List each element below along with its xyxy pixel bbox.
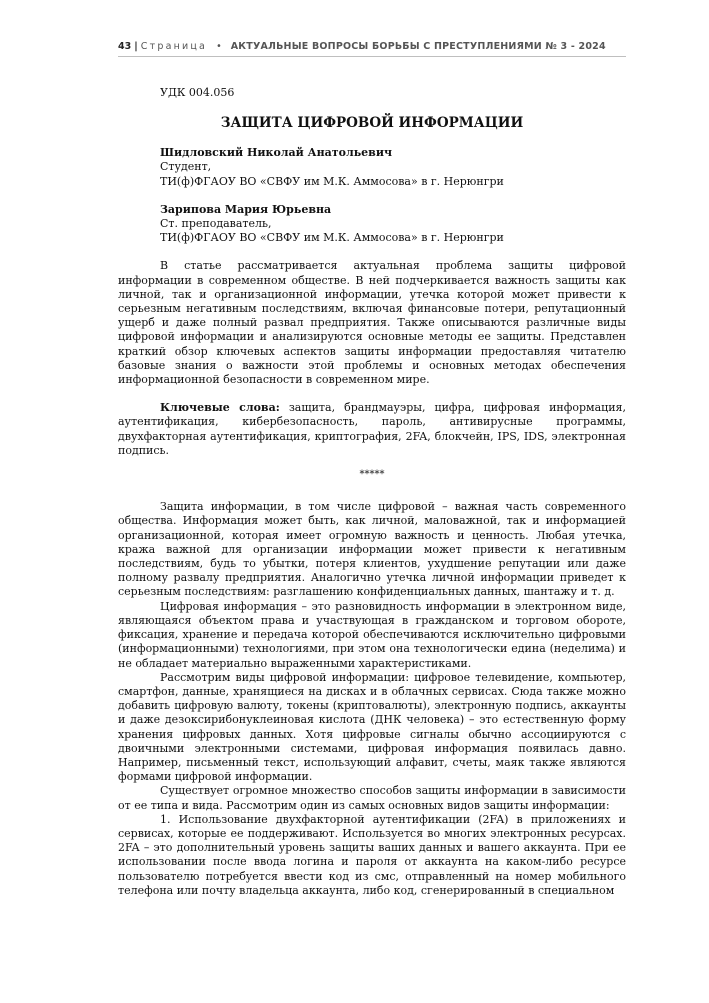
keywords-text: защита, брандмауэры, цифра, цифровая информация, аутентификация, кибербезопасность, пароль, антивирусные программы, двухфакторная аутентификация, криптография, 2FA, блокчейн, IPS, IDS, электронная подпись. [118, 401, 626, 457]
header-separator: | [134, 41, 138, 52]
author-affiliation: ТИ(ф)ФГАОУ ВО «СВФУ им М.К. Аммосова» в г. Нерюнгри [160, 174, 504, 188]
body-paragraph: Защита информации, в том числе цифровой – важная часть современного общества. Информация может быть, как личной, маловажной, так и информацией организационной, которая имеет огромную важность и ценность. Любая утечка, кража важной для организации информации может привести к негативным последствиям, будь то убытки, потеря клиентов, ухудшение репутации или даже полному развалу предприятия. Аналогично утечка личной информации приведет к серьезным последствиям: разглашению конфиденциальных данных, шантажу и т. д. [118, 500, 626, 599]
author-position: Ст. преподаватель, [160, 217, 272, 231]
page-number: 43 [118, 41, 132, 52]
author-name: Шидловский Николай Анатольевич [160, 146, 393, 160]
abstract: В статье рассматривается актуальная проблема защиты цифровой информации в современном обществе. В ней подчеркивается важность защиты как личной, так и организационной информации, утечка которой может привести к серьезным негативным последствиям, включая финансовые потери, репутационный ущерб и даже полный развал предприятия. Также описываются различные виды цифровой информации и анализируются основные методы ее защиты. Представлен краткий обзор ключевых аспектов защиты информации предоставляя читателю базовые знания о важности этой проблемы и основных методах обеспечения информационной безопасности в современном мире. [118, 259, 626, 387]
udc-code: УДК 004.056 [160, 86, 235, 99]
page-word: Страница [140, 41, 208, 52]
section-separator: ***** [359, 469, 385, 481]
author-position: Студент, [160, 160, 212, 174]
author-block [160, 146, 626, 189]
body-paragraph: Рассмотрим виды цифровой информации: цифровое телевидение, компьютер, смартфон, данные, хранящиеся на дисках и в облачных сервисах. Сюда также можно добавить цифровую валюту, токены (криптовалюты), электронную подпись, аккаунты и даже дезоксирибонуклеиновая кислота (ДНК человека) – это естественную форму хранения цифровых данных. Хотя цифровые сигналы обычно ассоциируются с двоичными электронными системами, цифровая информация появилась давно. Например, письменный текст, использующий алфавит, счеты, маяк также являются формами цифровой информации. [118, 670, 626, 784]
header-divider [118, 56, 626, 57]
author-name: Зарипова Мария Юрьевна [160, 202, 332, 216]
running-header [118, 40, 626, 54]
body-paragraph: Существует огромное множество способов защиты информации в зависимости от ее типа и вида. Рассмотрим один из самых основных видов защиты информации: [118, 784, 626, 812]
keywords [118, 401, 626, 458]
article-title: ЗАЩИТА ЦИФРОВОЙ ИНФОРМАЦИИ [220, 115, 524, 132]
body-paragraph: 1. Использование двухфакторной аутентификации (2FA) в приложениях и сервисах, которые ее поддерживают. Используется во многих электронных ресурсах. 2FA – это дополнительный уровень защиты ваших данных и вашего аккаунта. При ее использовании после ввода логина и пароля от аккаунта на каком-либо ресурсе пользователю потребуется ввести код из смс, отправленный на номер мобильного телефона или почту владельца аккаунта, либо код, сгенерированный в специальном [118, 812, 626, 897]
keywords-label: Ключевые слова: [160, 401, 280, 415]
journal-title: АКТУАЛЬНЫЕ ВОПРОСЫ БОРЬБЫ С ПРЕСТУПЛЕНИЯМИ № 3 - 2024 [230, 41, 606, 52]
author-affiliation: ТИ(ф)ФГАОУ ВО «СВФУ им М.К. Аммосова» в г. Нерюнгри [160, 231, 504, 245]
author-block [160, 203, 626, 246]
body-paragraph: Цифровая информация – это разновидность информации в электронном виде, являющаяся объектом права и участвующая в гражданском и торговом обороте, фиксация, хранение и передача которой обеспечиваются исключительно цифровыми (информационными) технологиями, при этом она технологически едина (неделима) и не обладает материально выраженными характеристиками. [118, 599, 626, 670]
article-content [118, 80, 626, 898]
header-bullet: • [216, 41, 222, 52]
